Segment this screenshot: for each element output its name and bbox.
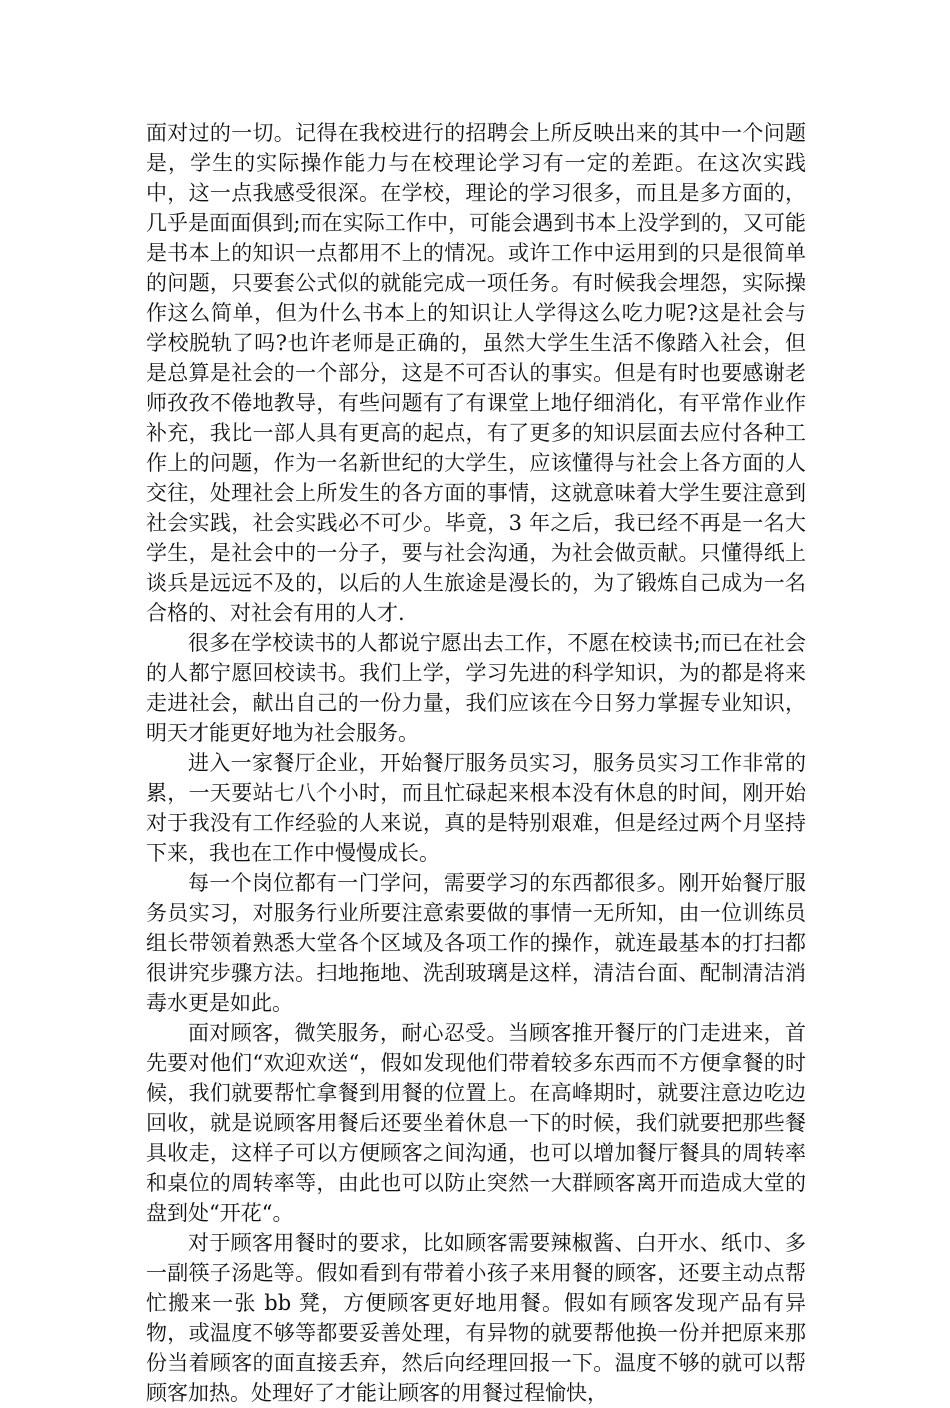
paragraph-2: 很多在学校读书的人都说宁愿出去工作，不愿在校读书;而已在社会的人都宁愿回校读书。我们上学，学习先进的科学知识，为的都是将来走进社会，献出自己的一份力量，我们应该在今日努力掌握专业知识，明天才能更好地为社会服务。 xyxy=(146,631,806,745)
document-body xyxy=(146,118,806,1408)
paragraph-6: 对于顾客用餐时的要求，比如顾客需要辣椒酱、白开水、纸巾、多一副筷子汤匙等。假如看到有带着小孩子来用餐的顾客，还要主动点帮忙搬来一张 bb 凳，方便顾客更好地用餐。假如有顾客发现产品有异物，或温度不够等都要妥善处理，有异物的就要帮他换一份并把原来那份当着顾客的面直接丢弃，然后向经理回报一下。温度不够的就可以帮顾客加热。处理好了才能让顾客的用餐过程愉快， xyxy=(146,1231,806,1405)
paragraph-3: 进入一家餐厅企业，开始餐厅服务员实习，服务员实习工作非常的累，一天要站七八个小时，而且忙碌起来根本没有休息的时间，刚开始对于我没有工作经验的人来说，真的是特别艰难，但是经过两个月坚持下来，我也在工作中慢慢成长。 xyxy=(146,751,806,865)
paragraph-1: 面对过的一切。记得在我校进行的招聘会上所反映出来的其中一个问题是，学生的实际操作能力与在校理论学习有一定的差距。在这次实践中，这一点我感受很深。在学校，理论的学习很多，而且是多方面的，几乎是面面俱到;而在实际工作中，可能会遇到书本上没学到的，又可能是书本上的知识一点都用不上的情况。或许工作中运用到的只是很简单的问题，只要套公式似的就能完成一项任务。有时候我会埋怨，实际操作这么简单，但为什么书本上的知识让人学得这么吃力呢?这是社会与学校脱轨了吗?也许老师是正确的，虽然大学生生活不像踏入社会，但是总算是社会的一个部分，这是不可否认的事实。但是有时也要感谢老师孜孜不倦地教导，有些问题有了有课堂上地仔细消化，有平常作业作补充，我比一部人具有更高的起点，有了更多的知识层面去应付各种工作上的问题，作为一名新世纪的大学生，应该懂得与社会上各方面的人交往，处理社会上所发生的各方面的事情，这就意味着大学生要注意到社会实践，社会实践必不可少。毕竟，3 年之后，我已经不再是一名大学生，是社会中的一分子，要与社会沟通，为社会做贡献。只懂得纸上谈兵是远远不及的，以后的人生旅途是漫长的，为了锻炼自己成为一名合格的、对社会有用的人才. xyxy=(146,121,806,625)
paragraph-5: 面对顾客，微笑服务，耐心忍受。当顾客推开餐厅的门走进来，首先要对他们“欢迎欢送“，假如发现他们带着较多东西而不方便拿餐的时候，我们就要帮忙拿餐到用餐的位置上。在高峰期时，就要注意边吃边回收，就是说顾客用餐后还要坐着休息一下的时候，我们就要把那些餐具收走，这样子可以方便顾客之间沟通，也可以增加餐厅餐具的周转率和桌位的周转率等，由此也可以防止突然一大群顾客离开而造成大堂的盘到处“开花“。 xyxy=(146,1021,806,1225)
paragraph-4: 每一个岗位都有一门学问，需要学习的东西都很多。刚开始餐厅服务员实习，对服务行业所要注意索要做的事情一无所知，由一位训练员组长带领着熟悉大堂各个区域及各项工作的操作，就连最基本的打扫都很讲究步骤方法。扫地拖地、洗刮玻璃是这样，清洁台面、配制清洁消毒水更是如此。 xyxy=(146,871,806,1015)
